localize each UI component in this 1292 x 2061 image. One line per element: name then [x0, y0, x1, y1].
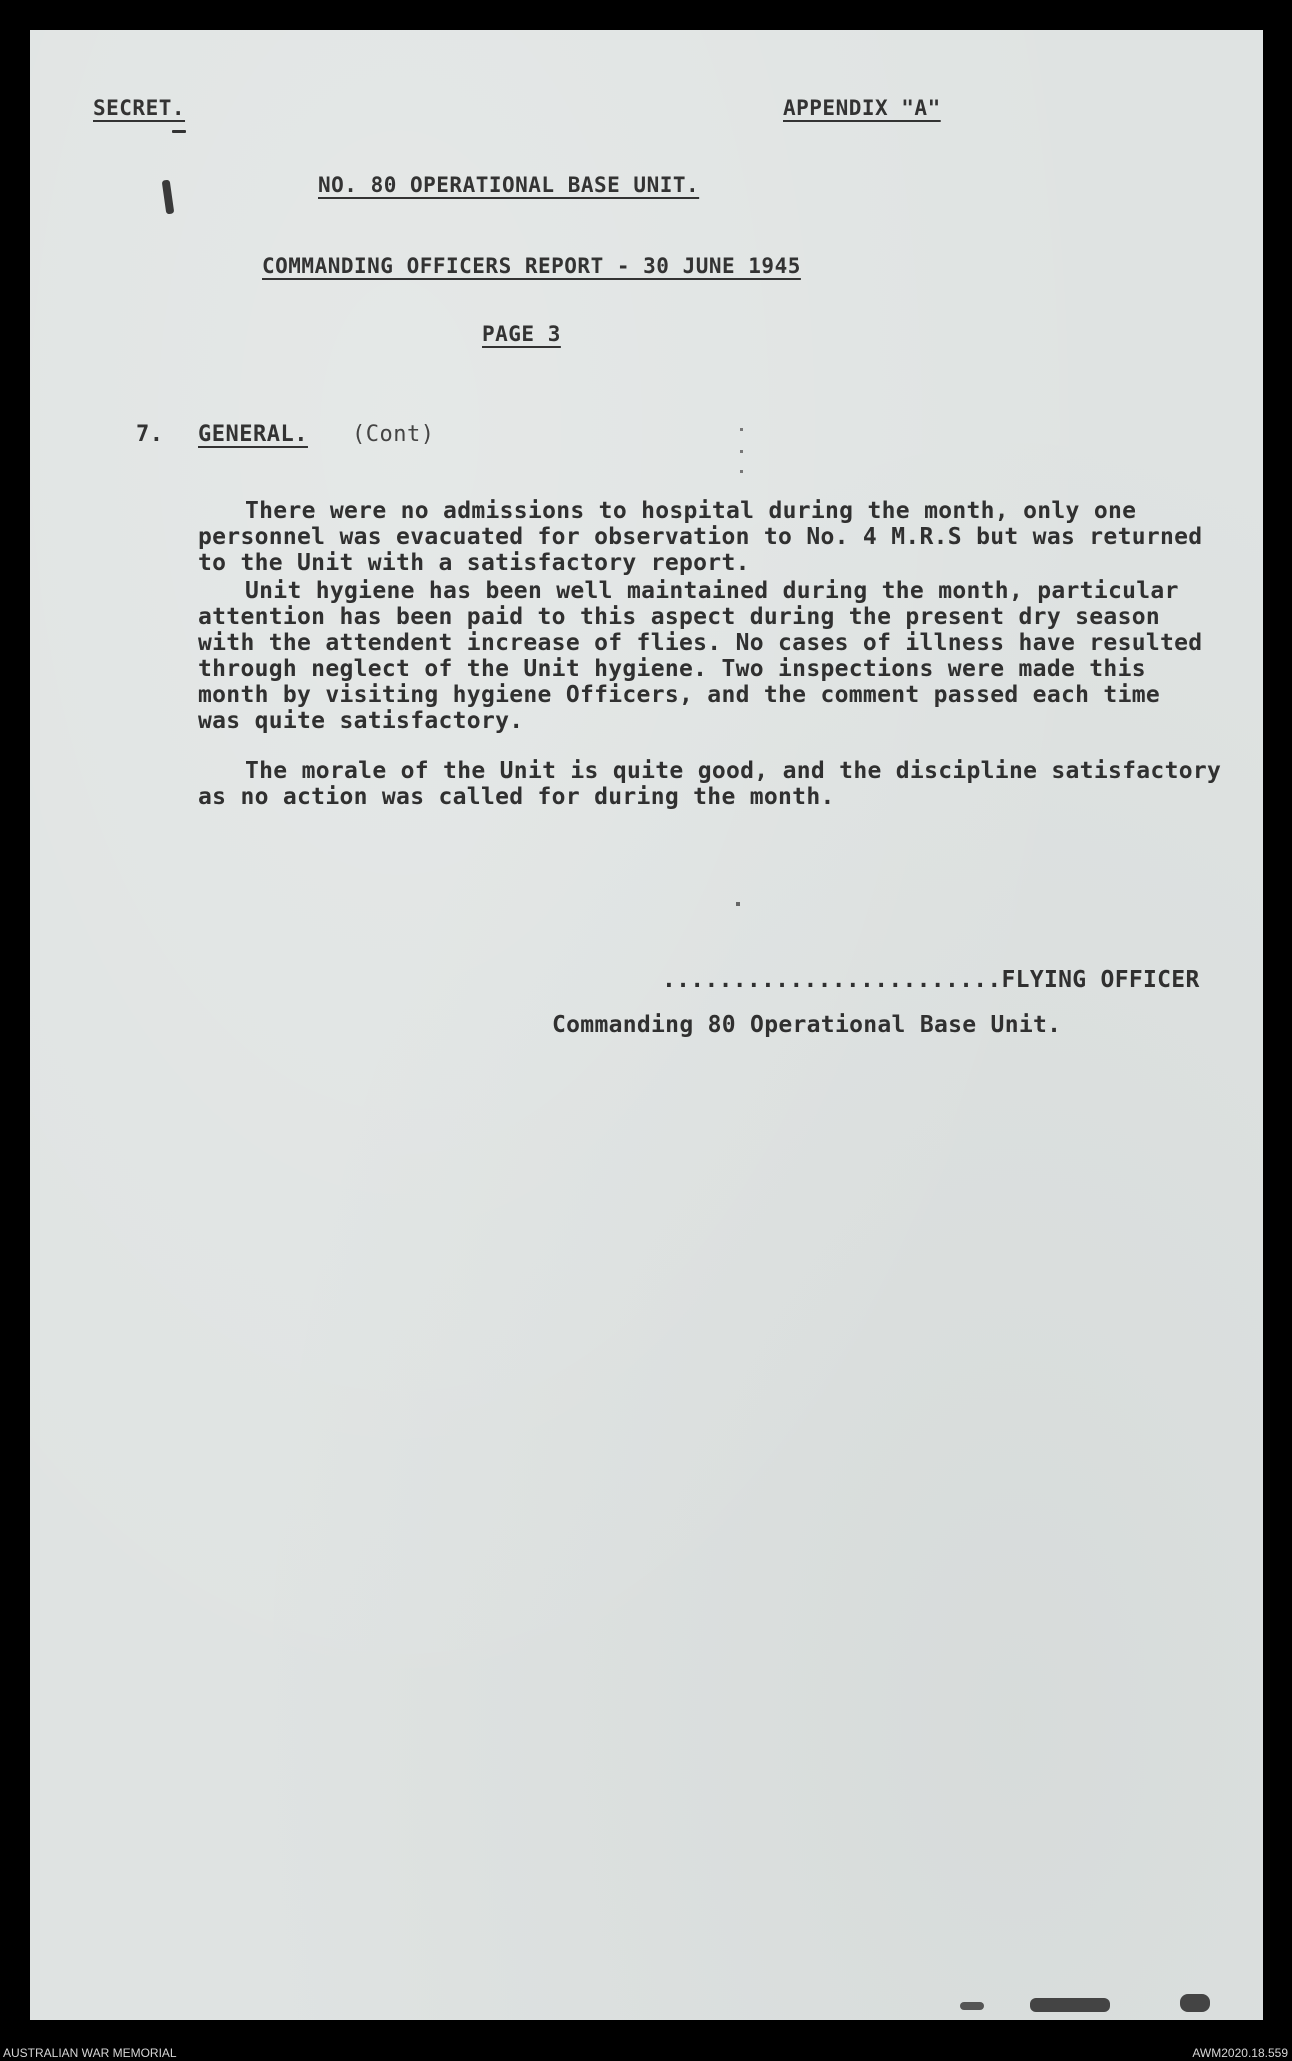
paragraph-line: was quite satisfactory. — [198, 708, 524, 734]
accession-number: AWM2020.18.559 — [1192, 2046, 1288, 2060]
classification-label: SECRET. — [93, 96, 186, 120]
speck-mark — [740, 470, 743, 473]
signature-line: ........................FLYING OFFICER — [662, 967, 1200, 993]
report-title: COMMANDING OFFICERS REPORT - 30 JUNE 1945 — [262, 254, 801, 278]
unit-title: NO. 80 OPERATIONAL BASE UNIT. — [318, 173, 700, 197]
paragraph-line: month by visiting hygiene Officers, and the comment passed each time — [198, 682, 1161, 708]
speck-mark — [736, 902, 740, 906]
paragraph-line: Unit hygiene has been well maintained during the month, particular — [245, 578, 1179, 604]
paragraph-line: personnel was evacuated for observation to No. 4 M.R.S but was returned — [198, 524, 1203, 550]
document-page — [30, 30, 1263, 2020]
paragraph-line: as no action was called for during the month. — [198, 784, 835, 810]
ink-dash-mark — [172, 130, 186, 133]
section-number: 7. — [136, 422, 164, 447]
appendix-label: APPENDIX "A" — [783, 96, 941, 120]
paragraph-line: with the attendent increase of flies. No cases of illness have resulted — [198, 630, 1203, 656]
paragraph-line: attention has been paid to this aspect during the present dry season — [198, 604, 1161, 630]
speck-mark — [740, 450, 743, 453]
edge-mark — [960, 2002, 984, 2010]
paragraph-line: The morale of the Unit is quite good, and the discipline satisfactory — [245, 758, 1222, 784]
edge-mark — [1030, 1998, 1110, 2012]
section-heading-suffix: (Cont) — [352, 422, 435, 447]
paragraph-line: There were no admissions to hospital during the month, only one — [245, 498, 1137, 524]
ink-mark — [162, 180, 175, 215]
speck-mark — [740, 428, 743, 431]
paragraph-line: to the Unit with a satisfactory report. — [198, 550, 750, 576]
signature-title: Commanding 80 Operational Base Unit. — [552, 1012, 1062, 1038]
archive-credit: AUSTRALIAN WAR MEMORIAL — [3, 2046, 177, 2060]
page-number: PAGE 3 — [482, 322, 561, 346]
edge-mark — [1180, 1994, 1210, 2012]
paragraph-line: through neglect of the Unit hygiene. Two inspections were made this — [198, 656, 1146, 682]
section-heading: GENERAL. — [198, 422, 308, 447]
